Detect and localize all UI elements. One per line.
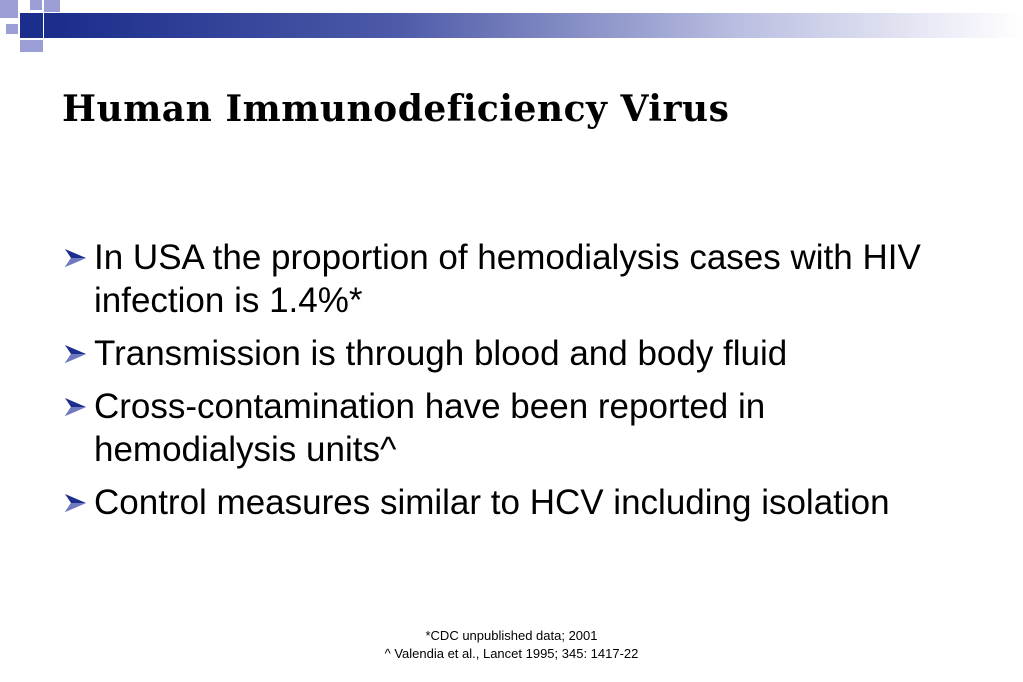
- header-band-graphic: [0, 0, 1023, 60]
- bullet-item: [62, 385, 922, 471]
- deco-square: [0, 0, 18, 18]
- bullet-item: [62, 481, 922, 524]
- arrow-bullet-icon: [62, 342, 88, 366]
- deco-square: [44, 13, 60, 38]
- deco-square: [6, 24, 18, 34]
- header-decoration: [0, 0, 1023, 60]
- deco-square: [30, 0, 42, 10]
- slide-title: Human Immunodeficiency Virus: [62, 88, 730, 130]
- bullet-text: Control measures similar to HCV including isolation: [94, 483, 890, 522]
- footnote: *CDC unpublished data; 2001: [425, 628, 598, 643]
- deco-square: [20, 40, 43, 52]
- footnote: ^ Valendia et al., Lancet 1995; 345: 1417-22: [384, 646, 639, 661]
- bullet-text: Cross-contamination have been reported in hemodialysis units^: [94, 387, 766, 469]
- bullet-text: In USA the proportion of hemodialysis cases with HIV infection is 1.4%*: [94, 238, 921, 320]
- arrow-bullet-icon: [62, 395, 88, 419]
- footnotes: [300, 627, 723, 663]
- bullet-text: Transmission is through blood and body fluid: [94, 334, 788, 373]
- arrow-bullet-icon: [62, 246, 88, 270]
- bullet-item: [62, 236, 922, 322]
- bullet-list: [62, 236, 922, 534]
- gradient-bar: [60, 13, 1023, 38]
- deco-square: [20, 13, 43, 38]
- bullet-item: [62, 332, 922, 375]
- arrow-bullet-icon: [62, 491, 88, 515]
- deco-square: [44, 0, 60, 12]
